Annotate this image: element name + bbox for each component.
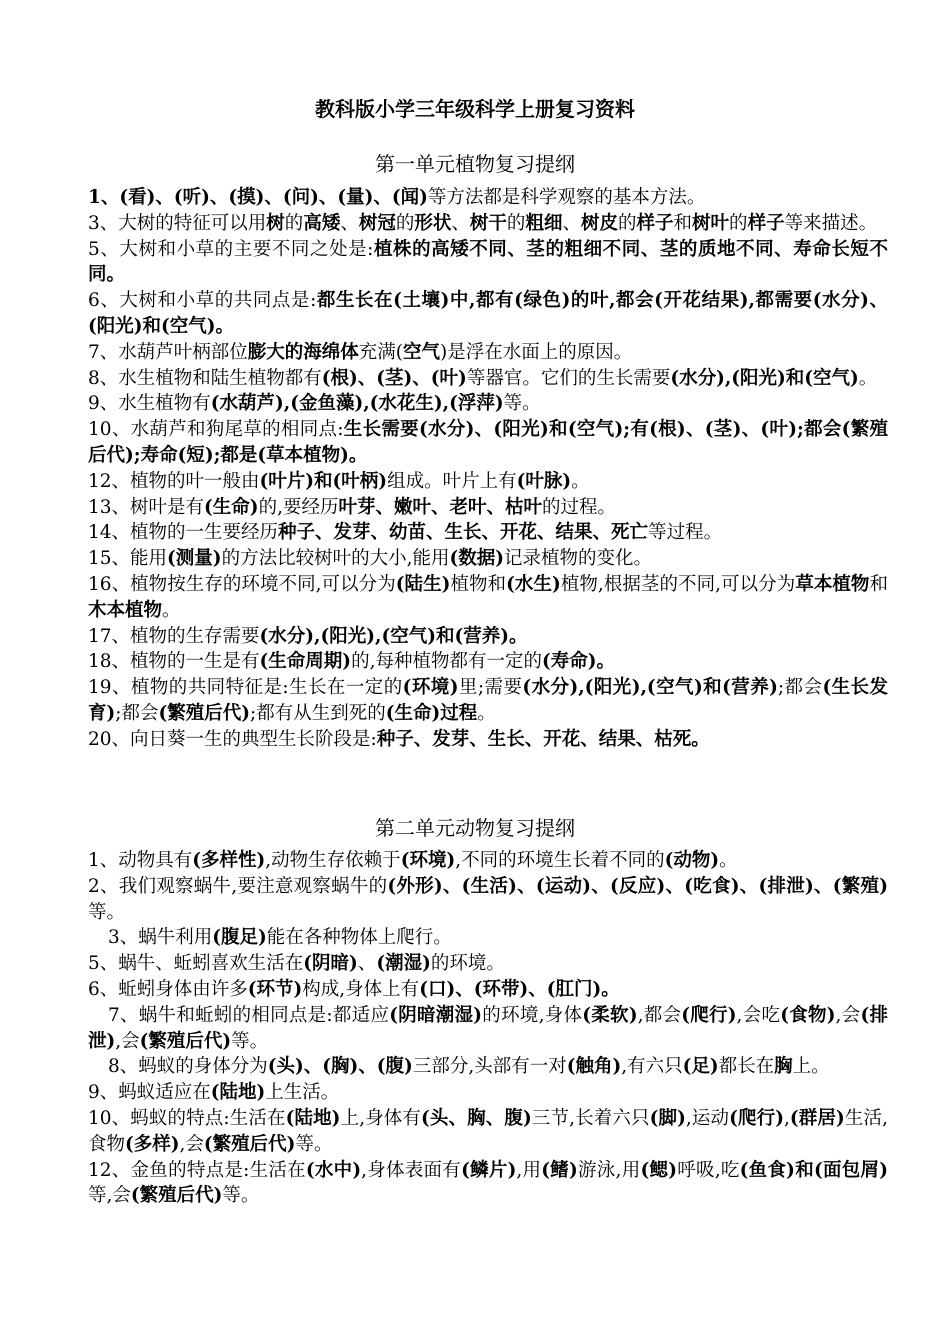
bold-text: (头)、(胸)、(腹) xyxy=(267,1056,413,1078)
text: 上,身体有 xyxy=(340,1107,422,1129)
list-item xyxy=(88,951,888,977)
bold-text: 树 xyxy=(266,212,285,234)
bold-text: (测量) xyxy=(167,548,222,570)
bold-text: (多样性) xyxy=(192,850,266,871)
text: 充满( xyxy=(358,341,404,363)
bold-text: 1、(看)、(听)、(摸)、(问)、(量)、(闻) xyxy=(88,187,428,208)
bold-text: (排泄) xyxy=(88,1004,888,1052)
text: 上。 xyxy=(792,1056,830,1078)
text: 的 xyxy=(395,212,415,234)
bold-text: 高矮 xyxy=(303,212,341,234)
text: 的过程。 xyxy=(541,496,616,518)
text: 等。 xyxy=(503,393,541,415)
text: ,运动 xyxy=(685,1107,730,1129)
list-item xyxy=(88,1106,888,1158)
text: 生活,食物 xyxy=(88,1107,888,1155)
bold-text: 树冠 xyxy=(358,212,396,234)
text: ,用 xyxy=(516,1159,542,1181)
text: 上生活。 xyxy=(265,1082,340,1104)
text: 7、水葫芦叶柄部位 xyxy=(88,341,248,363)
bold-text: (外形)、(生活)、(运动)、(反应)、(吃食)、(排泄)、(繁殖) xyxy=(387,875,889,897)
bold-text: 木本植物 xyxy=(88,599,163,621)
bold-text: (繁殖后代) xyxy=(139,1030,232,1052)
text: 的环境,身体 xyxy=(482,1004,583,1026)
text: 、 xyxy=(357,953,377,975)
text: 3、大树的特征可以用 xyxy=(88,212,267,234)
list-item xyxy=(88,649,888,675)
text: )是浮在水面上的原因。 xyxy=(440,341,633,363)
bold-text: (动物) xyxy=(664,850,720,871)
bold-text: 形状 xyxy=(414,212,452,234)
bold-text: (数据) xyxy=(449,548,504,570)
text: 、 xyxy=(340,212,359,234)
bold-text: 空气 xyxy=(403,341,441,363)
text: 植物和 xyxy=(450,573,507,595)
text: 三节,长着六只 xyxy=(531,1107,650,1129)
text: 6、蚯蚓身体由许多 xyxy=(88,978,248,1000)
text: 。 xyxy=(858,367,878,389)
text: ,会 xyxy=(115,1030,140,1052)
text: 的方法比较树叶的大小,能用 xyxy=(221,548,450,570)
bold-text: (生命周期) xyxy=(259,651,352,673)
text: ,不同的环境生长着不同的 xyxy=(455,850,665,871)
bold-text: (阴暗潮湿) xyxy=(389,1004,483,1026)
text: 12、植物的叶一般由 xyxy=(88,470,260,492)
bold-text: 树皮 xyxy=(580,212,618,234)
text: 等。 xyxy=(222,1185,260,1207)
bold-text: (头、胸、腹) xyxy=(421,1107,532,1129)
text: 5、大树和小草的主要不同之处是: xyxy=(88,238,374,260)
text: 呼吸,吃 xyxy=(676,1159,740,1181)
bold-text: (根)、(茎)、(叶) xyxy=(321,367,467,389)
list-item xyxy=(88,1003,888,1055)
text: 植物,根据茎的不同,可以分为 xyxy=(560,573,796,595)
bold-text: 样子 xyxy=(636,212,674,234)
text: 7、蜗牛和蚯蚓的相同点是:都适应 xyxy=(108,1004,390,1026)
text: 的 xyxy=(617,212,637,234)
text: 9、水生植物有 xyxy=(88,393,211,415)
bold-text: (叶脉) xyxy=(516,470,572,492)
bold-text: (水分),(阳光),(空气)和(营养) xyxy=(522,677,778,699)
list-item xyxy=(88,675,888,727)
text: ;都会 xyxy=(777,677,823,699)
bold-text: (足) xyxy=(682,1056,719,1078)
text: 3、蜗牛利用 xyxy=(108,927,213,949)
list-item xyxy=(88,211,888,237)
text: 18、植物的一生是有 xyxy=(88,651,260,673)
text: 19、植物的共同特征是:生长在一定的 xyxy=(88,677,403,699)
section-body-animals xyxy=(88,848,888,1209)
bold-text: (触角) xyxy=(566,1056,622,1078)
bold-text: (生长发育) xyxy=(88,677,888,724)
bold-text: (寿命)。 xyxy=(541,651,615,673)
text: ,会 xyxy=(835,1004,861,1026)
text: 的 xyxy=(284,212,304,234)
bold-text: 种子、发芽、生长、开花、结果、枯死。 xyxy=(376,728,710,750)
list-item xyxy=(88,1080,888,1106)
bold-text: 草本植物 xyxy=(795,573,870,595)
text: 能在各种物体上爬行。 xyxy=(266,927,452,949)
document-title: 教科版小学三年级科学上册复习资料 xyxy=(315,97,635,121)
text: 6、大树和小草的共同点是: xyxy=(88,290,317,312)
bold-text: 都生长在(土壤)中,都有(绿色)的叶,都会(开花结果),都需要(水分)、(阳光)和(空气)。 xyxy=(88,290,888,337)
bold-text: (水生) xyxy=(506,573,561,595)
bold-text: (陆地) xyxy=(210,1082,266,1104)
text: 。 xyxy=(162,599,181,621)
text: 组成。叶片上有 xyxy=(387,470,517,492)
bold-text: 树干 xyxy=(469,212,507,234)
bold-text: (鳍) xyxy=(541,1159,578,1181)
text: ,都会 xyxy=(637,1004,682,1026)
text: 等来描述。 xyxy=(784,212,878,234)
text: , xyxy=(783,1107,790,1129)
bold-text: (水分),(阳光)和(空气) xyxy=(670,367,859,389)
text: 、 xyxy=(451,212,470,234)
text: ;都有从生到死的 xyxy=(250,702,386,724)
bold-text: (腹足) xyxy=(212,927,267,949)
bold-text: (脚) xyxy=(649,1107,686,1129)
bold-text: (水分),(阳光),(空气)和(营养)。 xyxy=(259,625,528,647)
text: 的 xyxy=(506,212,526,234)
text: 等方法都是科学观察的基本方法。 xyxy=(427,187,706,208)
text: 。 xyxy=(719,850,738,871)
text: ;都会 xyxy=(115,702,159,724)
text: ,身体表面有 xyxy=(361,1159,462,1181)
text: 的,要经历 xyxy=(258,496,339,518)
bold-text: (鳃) xyxy=(640,1159,677,1181)
text: 、 xyxy=(562,212,581,234)
bold-text: (爬行) xyxy=(681,1004,737,1026)
bold-text: 植株的高矮不同、茎的粗细不同、茎的质地不同、寿命长短不同。 xyxy=(88,238,888,286)
section-body-plants xyxy=(88,185,888,753)
list-item xyxy=(88,469,888,495)
bold-text: (繁殖后代) xyxy=(203,1133,296,1155)
text: 8、蚂蚁的身体分为 xyxy=(108,1056,268,1078)
text: 和 xyxy=(673,212,693,234)
bold-text: (多样) xyxy=(125,1133,180,1155)
bold-text: 粗细 xyxy=(525,212,563,234)
list-item xyxy=(88,977,888,1003)
bold-text: (环节) xyxy=(247,978,303,1000)
list-item xyxy=(88,340,888,366)
bold-text: (环境) xyxy=(402,677,459,699)
list-item xyxy=(88,520,888,546)
bold-text: (鳞片) xyxy=(461,1159,517,1181)
text: 等。 xyxy=(88,901,126,923)
text: 构成,身体上有 xyxy=(302,978,420,1000)
bold-text: 胸 xyxy=(774,1056,793,1078)
list-item xyxy=(88,925,888,951)
text: 三部分,头部有一对 xyxy=(412,1056,567,1078)
text: 16、植物按生存的环境不同,可以分为 xyxy=(88,573,396,595)
text: 1、动物具有 xyxy=(88,850,193,871)
text: 10、蚂蚁的特点:生活在 xyxy=(88,1107,286,1129)
text: 17、植物的生存需要 xyxy=(88,625,260,647)
text: ,有六只 xyxy=(621,1056,683,1078)
text: 等。 xyxy=(231,1030,269,1052)
text: 9、蚂蚁适应在 xyxy=(88,1082,211,1104)
list-item xyxy=(88,495,888,521)
bold-text: (陆地) xyxy=(285,1107,341,1129)
text: 的,每种植物都有一定的 xyxy=(351,651,542,673)
text: 等,会 xyxy=(88,1185,131,1207)
bold-text: (爬行) xyxy=(729,1107,784,1129)
text: 等。 xyxy=(295,1133,333,1155)
text: 里;需要 xyxy=(458,677,523,699)
bold-text: (阴暗) xyxy=(303,953,358,975)
bold-text: (水中) xyxy=(305,1159,362,1181)
bold-text: (食物) xyxy=(780,1004,836,1026)
bold-text: (群居) xyxy=(789,1107,845,1129)
text: 。 xyxy=(571,470,590,492)
bold-text: 种子、发芽、幼苗、生长、开花、结果、死亡 xyxy=(278,522,649,544)
text: 的环境。 xyxy=(430,953,505,975)
list-item xyxy=(88,366,888,392)
list-item xyxy=(88,185,888,211)
bold-text: (柔软) xyxy=(582,1004,638,1026)
text: 的 xyxy=(729,212,748,234)
bold-text: (环境) xyxy=(400,850,456,871)
list-item xyxy=(88,237,888,289)
list-item xyxy=(88,874,888,926)
text: 。 xyxy=(477,702,496,724)
text: 14、植物的一生要经历 xyxy=(88,522,279,544)
section-heading-plants: 第一单元植物复习提纲 xyxy=(375,152,575,176)
bold-text: (潮湿) xyxy=(376,953,431,975)
text: ,会吃 xyxy=(736,1004,781,1026)
list-item xyxy=(88,624,888,650)
bold-text: (鱼食)和(面包屑) xyxy=(739,1159,888,1181)
text: 20、向日葵一生的典型生长阶段是: xyxy=(88,728,377,750)
bold-text: (生命)过程 xyxy=(385,702,478,724)
text: 和 xyxy=(869,573,888,595)
text: 15、能用 xyxy=(88,548,168,570)
bold-text: 膨大的海绵体 xyxy=(247,341,359,363)
text: 等器官。它们的生长需要 xyxy=(466,367,671,389)
list-item xyxy=(88,572,888,624)
text: 游泳,用 xyxy=(577,1159,641,1181)
bold-text: 生长需要(水分)、(阳光)和(空气);有(根)、(茎)、(叶);都会(繁殖后代);寿命(短);都是(草本植物)。 xyxy=(88,419,889,466)
text: 记录植物的变化。 xyxy=(503,548,652,570)
list-item xyxy=(88,391,888,417)
text: 8、水生植物和陆生植物都有 xyxy=(88,367,322,389)
bold-text: (生命) xyxy=(204,496,259,518)
bold-text: 树叶 xyxy=(692,212,730,234)
text: 5、蜗牛、蚯蚓喜欢生活在 xyxy=(88,953,304,975)
section-heading-animals: 第二单元动物复习提纲 xyxy=(375,816,575,840)
list-item xyxy=(88,1158,888,1210)
text: 10、水葫芦和狗尾草的相同点: xyxy=(88,419,344,441)
text: ,会 xyxy=(179,1133,204,1155)
text: 13、树叶是有 xyxy=(88,496,205,518)
bold-text: (繁殖后代) xyxy=(158,702,251,724)
list-item xyxy=(88,288,888,340)
bold-text: (口)、(环带)、(肛门)。 xyxy=(419,978,620,1000)
list-item xyxy=(88,546,888,572)
bold-text: (陆生) xyxy=(395,573,451,595)
text: 都长在 xyxy=(718,1056,775,1078)
text: 12、金鱼的特点是:生活在 xyxy=(88,1159,306,1181)
text: ,动物生存依赖于 xyxy=(265,850,401,871)
text: 2、我们观察蜗牛,要注意观察蜗牛的 xyxy=(88,875,388,897)
list-item xyxy=(88,727,888,753)
bold-text: 叶芽、嫩叶、老叶、枯叶 xyxy=(338,496,542,518)
bold-text: (叶片)和(叶柄) xyxy=(259,470,388,492)
bold-text: 样子 xyxy=(747,212,785,234)
bold-text: (繁殖后代) xyxy=(130,1185,223,1207)
list-item xyxy=(88,848,888,874)
list-item xyxy=(88,1054,888,1080)
bold-text: (水葫芦),(金鱼藻),(水花生),(浮萍) xyxy=(210,393,504,415)
list-item xyxy=(88,417,888,469)
text: 等过程。 xyxy=(648,522,723,544)
